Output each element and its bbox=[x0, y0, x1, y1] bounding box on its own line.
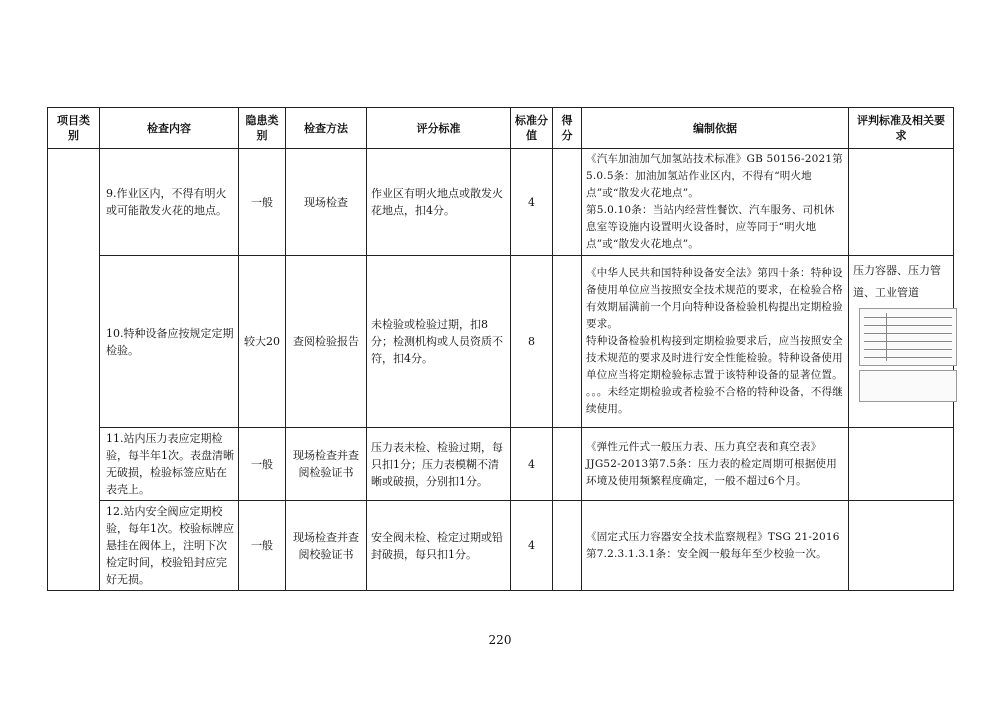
hazard-cell: 一般 bbox=[239, 428, 286, 501]
header-method: 检查方法 bbox=[286, 108, 367, 149]
remarks-cell bbox=[849, 428, 954, 501]
score-cell bbox=[553, 428, 582, 501]
table-header-row bbox=[48, 108, 954, 149]
criteria-cell: 压力表未检、检验过期，每只扣1分；压力表模糊不清晰或破损，分别扣1分。 bbox=[367, 428, 511, 501]
header-score-std: 标准分值 bbox=[511, 108, 553, 149]
criteria-cell: 安全阀未检、检定过期或铅封破损，每只扣1分。 bbox=[367, 501, 511, 591]
remarks-cell bbox=[849, 149, 954, 256]
criteria-cell: 未检验或检验过期，扣8分；检测机构或人员资质不符，扣4分。 bbox=[367, 256, 511, 428]
method-cell: 现场检查 bbox=[286, 149, 367, 256]
score-std-cell: 8 bbox=[511, 256, 553, 428]
header-content: 检查内容 bbox=[100, 108, 239, 149]
score-cell bbox=[553, 501, 582, 591]
basis-paragraph: 《中华人民共和国特种设备安全法》第四十条：特种设备使用单位应当按照安全技术规范的要求，在检验合格有效期届满前一个月向特种设备检验机构提出定期检验要求。 bbox=[586, 267, 843, 330]
category-cell bbox=[48, 149, 100, 591]
header-basis: 编制依据 bbox=[582, 108, 849, 149]
remarks-cell bbox=[849, 501, 954, 591]
basis-cell bbox=[582, 149, 849, 256]
basis-paragraph: 第5.0.10条：当站内经营性餐饮、汽车服务、司机休息室等设施内设置明火设备时，应等同于“明火地点”或“散发火花地点”。 bbox=[586, 204, 835, 250]
content-cell: 9.作业区内，不得有明火或可能散发火花的地点。 bbox=[100, 149, 239, 256]
basis-paragraph: 特种设备检验机构接到定期检验要求后，应当按照安全技术规范的要求及时进行安全性能检验。特种设备使用单位应当将定期检验标志置于该特种设备的显著位置。 bbox=[586, 335, 843, 381]
basis-cell bbox=[582, 428, 849, 501]
score-std-cell: 4 bbox=[511, 501, 553, 591]
certificate-thumbnail-image bbox=[859, 308, 957, 366]
certificate-thumbnail-image bbox=[859, 370, 957, 402]
basis-paragraph: 《汽车加油加气加氢站技术标准》GB 50156-2021第5.0.5条：加油加氢站作业区内，不得有“明火地点”或“散发火花地点”。 bbox=[586, 153, 843, 199]
header-category: 项目类别 bbox=[48, 108, 100, 149]
method-cell: 查阅检验报告 bbox=[286, 256, 367, 428]
page-number: 220 bbox=[488, 633, 512, 647]
table-row bbox=[48, 428, 954, 501]
criteria-cell: 作业区有明火地点或散发火花地点，扣4分。 bbox=[367, 149, 511, 256]
remarks-cell bbox=[849, 256, 954, 428]
basis-cell bbox=[582, 501, 849, 591]
score-std-cell: 4 bbox=[511, 149, 553, 256]
table-row bbox=[48, 256, 954, 428]
score-cell bbox=[553, 256, 582, 428]
method-cell: 现场检查并查阅校验证书 bbox=[286, 501, 367, 591]
content-cell: 10.特种设备应按规定定期检验。 bbox=[100, 256, 239, 428]
basis-paragraph: 。。。未经定期检验或者检验不合格的特种设备，不得继续使用。 bbox=[586, 386, 843, 415]
basis-paragraph: 《固定式压力容器安全技术监察规程》TSG 21-2016第7.2.3.1.3.1条：安全阀一般每年至少校验一次。 bbox=[586, 530, 840, 560]
inspection-table bbox=[47, 107, 954, 591]
header-hazard: 隐患类别 bbox=[239, 108, 286, 149]
header-criteria: 评分标准 bbox=[367, 108, 511, 149]
remarks-text: 压力容器、压力管道、工业管道 bbox=[853, 264, 941, 299]
table-row bbox=[48, 501, 954, 591]
table-row bbox=[48, 149, 954, 256]
score-std-cell: 4 bbox=[511, 428, 553, 501]
content-cell: 11.站内压力表应定期检验，每半年1次。表盘清晰无破损，检验标签应贴在表壳上。 bbox=[100, 428, 239, 501]
basis-paragraph: 《弹性元件式一般压力表、压力真空表和真空表》JJG52-2013第7.5条：压力表的检定周期可根据使用环境及使用频繁程度确定，一般不超过6个月。 bbox=[586, 440, 837, 487]
score-cell bbox=[553, 149, 582, 256]
content-cell: 12.站内安全阀应定期校验，每年1次。校验标牌应悬挂在阀体上，注明下次检定时间，校验铅封应完好无损。 bbox=[100, 501, 239, 591]
basis-cell bbox=[582, 256, 849, 428]
hazard-cell: 较大20 bbox=[239, 256, 286, 428]
hazard-cell: 一般 bbox=[239, 149, 286, 256]
header-remarks: 评判标准及相关要求 bbox=[849, 108, 954, 149]
method-cell: 现场检查并查阅检验证书 bbox=[286, 428, 367, 501]
hazard-cell: 一般 bbox=[239, 501, 286, 591]
header-score: 得分 bbox=[553, 108, 582, 149]
